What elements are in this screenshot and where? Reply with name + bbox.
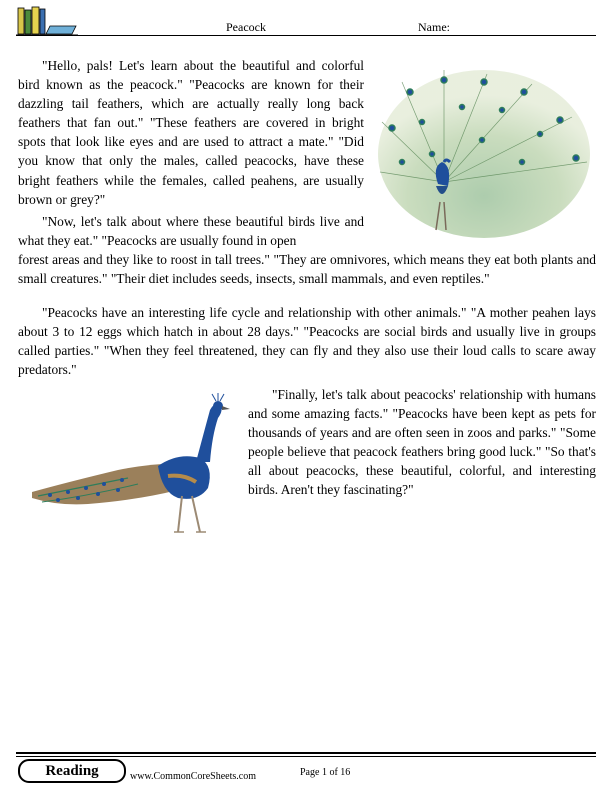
peacock-fanned-tail-image xyxy=(372,62,596,238)
peacock-standing-image xyxy=(28,392,240,540)
paragraph-2-bottom: forest areas and they like to roost in tall trees." "They are omnivores, which means they eat both plants and small creatures." "Their diet includes seeds, insects, small mammals, and even reptiles." xyxy=(18,252,596,287)
name-label: Name: xyxy=(418,20,450,34)
paragraph-1: "Hello, pals! Let's learn about the beautiful and colorful bird known as the peacock." "Peacocks are known for their dazzling tail feathers, which are actually really long back feathers that fan out." "These feathers are covered in bright spots that look like eyes and are used to attract a mate." "Did you know that only the males, called peacocks, have these bright feathers while the females, called peahens, are usually brown or grey?" xyxy=(18,58,364,207)
subject-badge: Reading xyxy=(18,759,126,783)
paragraph-2-top: "Now, let's talk about where these beautiful birds live and what they eat." "Peacocks are usually found in open xyxy=(18,214,364,249)
footer-divider xyxy=(16,752,596,754)
paragraph-3: "Peacocks have an interesting life cycle and relationship with other animals." "A mother peahen lays about 3 to 12 eggs which hatch in about 28 days." "Peacocks are social birds and usually live in groups called parties." "When they feel threatened, they can fly and they also use their loud calls to scare away predators." xyxy=(18,305,596,378)
page-header xyxy=(16,6,596,36)
paragraph-4: "Finally, let's talk about peacocks' relationship with humans and some amazing facts." "Peacocks have been kept as pets for thousands of years and are often seen in zoos and parks." "Some people believe that peacock feathers bring good luck." "So that's all about peacocks, these beautiful, colorful, and interesting birds. Aren't they fascinating?" xyxy=(248,387,596,498)
header-divider xyxy=(16,35,596,36)
page-number: Page 1 of 16 xyxy=(300,767,351,778)
site-link[interactable]: www.CommonCoreSheets.com xyxy=(130,771,257,782)
page-title: Peacock xyxy=(226,20,266,34)
footer-divider-thin xyxy=(16,756,596,757)
